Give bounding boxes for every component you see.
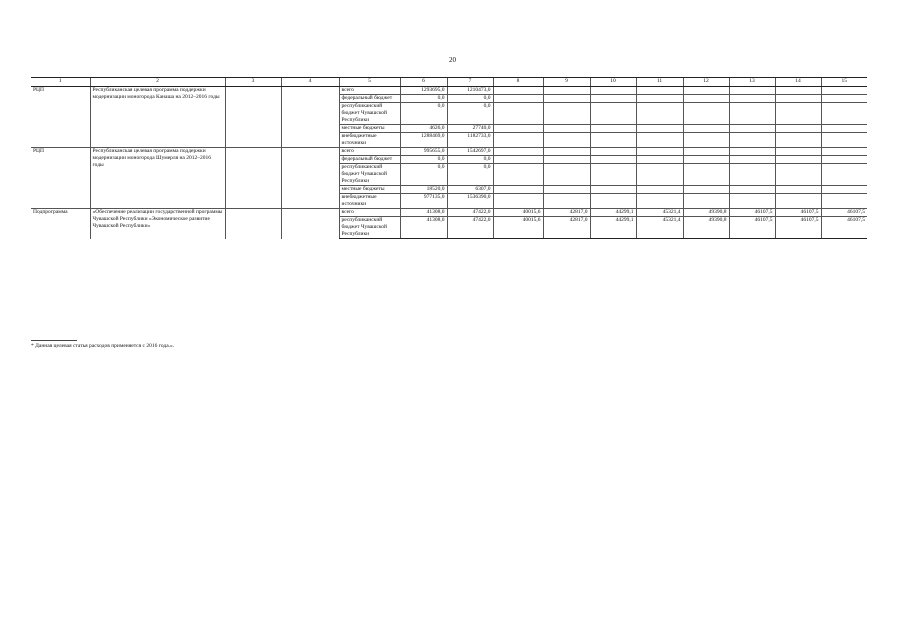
column-header: 2 bbox=[90, 78, 225, 87]
empty-cell bbox=[281, 148, 339, 209]
value-cell: 1288469,0 bbox=[400, 133, 447, 148]
program-budget-table bbox=[31, 77, 867, 239]
value-cell: 0,0 bbox=[447, 103, 493, 125]
value-cell: 49390,8 bbox=[683, 217, 729, 239]
value-cell: 40015,6 bbox=[493, 209, 543, 217]
value-cell: 41308,0 bbox=[400, 209, 447, 217]
table-row bbox=[31, 87, 867, 95]
table-row bbox=[31, 209, 867, 217]
column-header: 9 bbox=[543, 78, 590, 87]
value-cell: 45321,4 bbox=[636, 209, 683, 217]
program-name-cell: Республиканская целевая программа поддержки модернизации моногорода Канаша на 2012–2016 годы bbox=[90, 87, 225, 148]
value-cell: 6307,0 bbox=[447, 186, 493, 194]
column-header: 7 bbox=[447, 78, 493, 87]
program-name-cell: «Обеспечение реализации государственной программы Чувашской Республики «Экономическое развитие Чувашской Республики» bbox=[90, 209, 225, 239]
source-cell: внебюджетные источники bbox=[339, 133, 400, 148]
value-cell: 46107,5 bbox=[729, 209, 775, 217]
column-header: 11 bbox=[636, 78, 683, 87]
column-header: 15 bbox=[821, 78, 867, 87]
column-header: 12 bbox=[683, 78, 729, 87]
column-number-row bbox=[31, 78, 867, 87]
empty-cell bbox=[225, 148, 281, 209]
footnote-divider bbox=[31, 340, 77, 341]
value-cell: 1182733,0 bbox=[447, 133, 493, 148]
value-cell: 46107,5 bbox=[775, 217, 821, 239]
source-cell: федеральный бюджет bbox=[339, 95, 400, 103]
value-cell: 47422,0 bbox=[447, 217, 493, 239]
column-header: 13 bbox=[729, 78, 775, 87]
source-cell: всего bbox=[339, 209, 400, 217]
empty-cell bbox=[225, 87, 281, 148]
table-row bbox=[31, 148, 867, 156]
column-header: 14 bbox=[775, 78, 821, 87]
source-cell: республиканский бюджет Чувашской Республики bbox=[339, 164, 400, 186]
source-cell: федеральный бюджет bbox=[339, 156, 400, 164]
status-cell: РЦП bbox=[31, 148, 90, 209]
value-cell: 44299,1 bbox=[590, 209, 636, 217]
value-cell: 46107,5 bbox=[729, 217, 775, 239]
source-cell: республиканский бюджет Чувашской Республики bbox=[339, 217, 400, 239]
source-cell: местные бюджеты bbox=[339, 186, 400, 194]
empty-cell bbox=[225, 209, 281, 239]
value-cell: 42817,0 bbox=[543, 217, 590, 239]
source-cell: республиканский бюджет Чувашской Республики bbox=[339, 103, 400, 125]
value-cell: 41308,0 bbox=[400, 217, 447, 239]
value-cell: 49390,8 bbox=[683, 209, 729, 217]
column-header: 10 bbox=[590, 78, 636, 87]
column-header: 4 bbox=[281, 78, 339, 87]
status-cell: Подпрограмма bbox=[31, 209, 90, 239]
value-cell: 0,0 bbox=[447, 156, 493, 164]
status-cell: РЦП bbox=[31, 87, 90, 148]
value-cell: 1210473,0 bbox=[447, 87, 493, 95]
value-cell: 18520,0 bbox=[400, 186, 447, 194]
value-cell: 0,0 bbox=[400, 95, 447, 103]
page-number: 20 bbox=[449, 56, 456, 64]
column-header: 6 bbox=[400, 78, 447, 87]
value-cell: 4626,0 bbox=[400, 125, 447, 133]
value-cell: 47422,0 bbox=[447, 209, 493, 217]
source-cell: всего bbox=[339, 148, 400, 156]
value-cell: 0,0 bbox=[447, 95, 493, 103]
empty-cell bbox=[281, 87, 339, 148]
value-cell: 1293695,0 bbox=[400, 87, 447, 95]
column-header: 5 bbox=[339, 78, 400, 87]
value-cell: 44299,1 bbox=[590, 217, 636, 239]
column-header: 3 bbox=[225, 78, 281, 87]
program-name-cell: Республиканская целевая программа поддержки модернизации моногорода Шумерля на 2012–2016 годы bbox=[90, 148, 225, 209]
value-cell: 995655,0 bbox=[400, 148, 447, 156]
value-cell: 45321,4 bbox=[636, 217, 683, 239]
value-cell: 977135,0 bbox=[400, 194, 447, 209]
value-cell: 46107,5 bbox=[821, 217, 867, 239]
source-cell: всего bbox=[339, 87, 400, 95]
value-cell: 1536390,0 bbox=[447, 194, 493, 209]
column-header: 8 bbox=[493, 78, 543, 87]
value-cell: 40015,6 bbox=[493, 217, 543, 239]
value-cell: 27740,0 bbox=[447, 125, 493, 133]
column-header: 1 bbox=[31, 78, 90, 87]
value-cell: 0,0 bbox=[400, 103, 447, 125]
footnote: * Данная целевая статья расходов применяется с 2016 года.». bbox=[31, 343, 175, 349]
value-cell: 46107,5 bbox=[775, 209, 821, 217]
value-cell: 46107,5 bbox=[821, 209, 867, 217]
source-cell: внебюджетные источники bbox=[339, 194, 400, 209]
value-cell: 0,0 bbox=[447, 164, 493, 186]
source-cell: местные бюджеты bbox=[339, 125, 400, 133]
empty-cell bbox=[281, 209, 339, 239]
value-cell: 1542697,0 bbox=[447, 148, 493, 156]
value-cell: 0,0 bbox=[400, 164, 447, 186]
value-cell: 0,0 bbox=[400, 156, 447, 164]
value-cell: 42817,0 bbox=[543, 209, 590, 217]
